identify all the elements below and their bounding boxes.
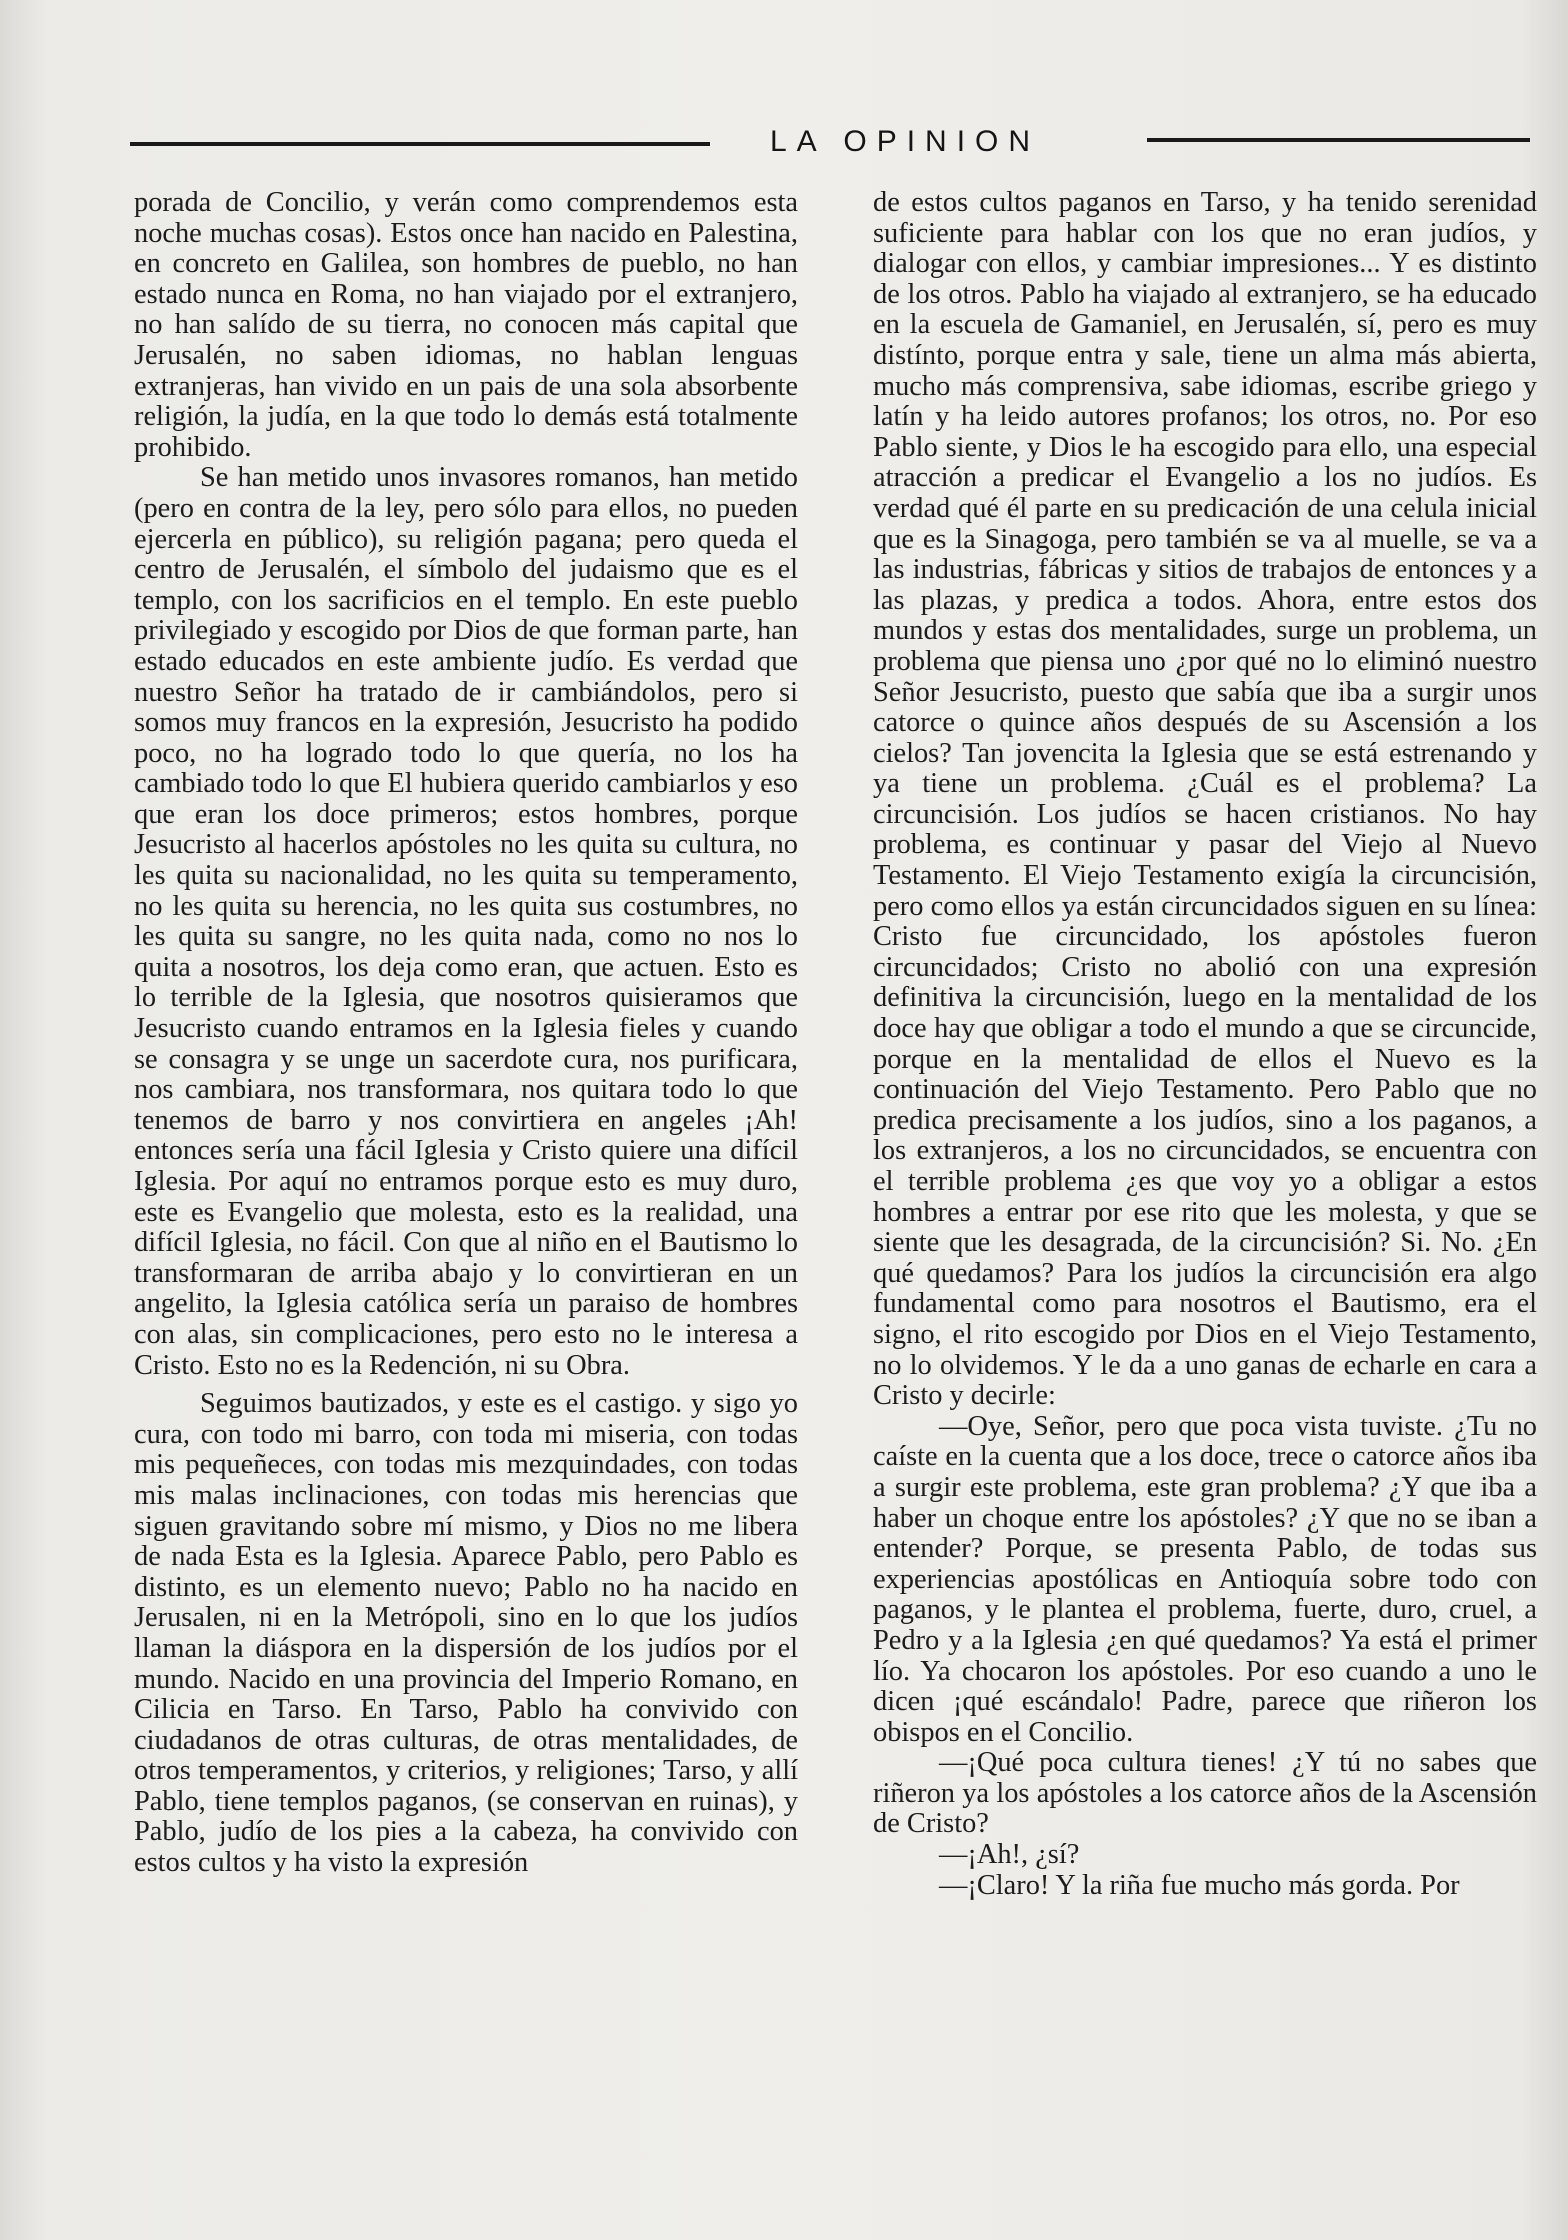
dialogue-paragraph: —¡Qué poca cultura tienes! ¿Y tú no sabes que riñeron ya los apóstoles a los catorce años de la Ascensión de Cristo? (873, 1747, 1537, 1840)
paragraph: porada de Concilio, y verán como comprendemos esta noche muchas cosas). Estos once han nacido en Palestina, en concreto en Galilea, son hombres de pueblo, no han estado nunca en Roma, no han viajado por el extranjero, no han salído de su tierra, no conocen más capital que Jerusalén, no saben idiomas, no hablan lenguas extranjeras, han vivido en un pais de una sola absorbente religión, la judía, en la que todo lo demás está totalmente prohibido. (134, 188, 798, 463)
dialogue-paragraph: —¡Ah!, ¿sí? (939, 1839, 1080, 1871)
dialogue-paragraph: —¡Claro! Y la riña fue mucho más gorda. Por (939, 1869, 1460, 1901)
masthead-title: LA OPINION (770, 125, 1041, 158)
paragraph: Se han metido unos invasores romanos, han metido (pero en contra de la ley, pero sólo para ellos, no pueden ejercerla en público), su religión pagana; pero queda el centro de Jerusalén, el símbolo del judaismo que es el templo, con los sacrificios en el templo. En este pueblo privilegiado y escogido por Dios de que forman parte, han estado educados en este ambiente judío. Es verdad que nuestro Señor ha tratado de ir cambiándolos, pero si somos muy francos en la expresión, Jesucristo ha podido poco, no ha logrado todo lo que quería, no los ha cambiado todo lo que El hubiera querido cambiarlos y eso que eran los doce primeros; estos hombres, porque Jesucristo al hacerlos apóstoles no les quita su cultura, no les quita su nacionalidad, no les quita su temperamento, no les quita su herencia, no les quita sus costumbres, no les quita su sangre, no les quita nada, como no nos lo quita a nosotros, los deja como eran, que actuen. Esto es lo terrible de la Iglesia, que nosotros quisieramos que Jesucristo cuando entramos en la Iglesia fieles y cuando se consagra y se unge un sacerdote cura, nos purificara, nos cambiara, nos transformara, nos quitara todo lo que tenemos de barro y nos convirtiera en angeles ¡Ah! entonces sería una fácil Iglesia y Cristo quiere una difícil Iglesia. Por aquí no entramos porque esto es muy duro, este es Evangelio que molesta, esto es la realidad, una difícil Iglesia, no fácil. Con que al niño en el Bautismo lo transformaran de arriba abajo y lo convirtieran en un angelito, la Iglesia católica sería un paraiso de hombres con alas, sin complicaciones, pero esto no le interesa a Cristo. Esto no es la Redención, ni su Obra. (134, 462, 798, 1381)
right-column (873, 188, 1537, 2088)
header-rule-right (1147, 138, 1530, 142)
dialogue-paragraph: —Oye, Señor, pero que poca vista tuviste. ¿Tu no caíste en la cuenta que a los doce, trece o catorce años iba a surgir este problema, este gran problema? ¿Y que iba a haber un choque entre los apóstoles? ¿Y que no se iban a entender? Porque, se presenta Pablo, de todas sus experiencias apostólicas en Antioquía sobre todo con paganos, y le plantea el problema, fuerte, duro, cruel, a Pedro y a la Iglesia ¿en qué quedamos? Ya está el primer lío. Ya chocaron los apóstoles. Por eso cuando a uno le dicen ¡qué escándalo! Padre, parece que riñeron los obispos en el Concilio. (873, 1410, 1537, 1748)
header-rule-left (130, 142, 710, 146)
page-header (130, 120, 1530, 164)
paragraph: Seguimos bautizados, y este es el castigo. y sigo yo cura, con todo mi barro, con toda mi miseria, con todas mis pequeñeces, con todas mis mezquindades, con todas mis malas inclinaciones, con todas mis herencias que siguen gravitando sobre mí mismo, y Dios no me libera de nada Esta es la Iglesia. Aparece Pablo, pero Pablo es distinto, es un elemento nuevo; Pablo no ha nacido en Jerusalen, ni en la Metrópoli, sino en lo que los judíos llaman la diáspora en la dispersión de los judíos por el mundo. Nacido en una provincia del Imperio Romano, en Cilicia en Tarso. En Tarso, Pablo ha convivido con ciudadanos de otras culturas, de otras mentalidades, de otros temperamentos, y criterios, y religiones; Tarso, y allí Pablo, tiene templos paganos, (se conservan en ruinas), y Pablo, judío de los pies a la cabeza, ha convivido con estos cultos y ha visto la expresión (134, 1388, 798, 1879)
paragraph: de estos cultos paganos en Tarso, y ha tenido serenidad suficiente para hablar con los que no eran judíos, y dialogar con ellos, y cambiar impresiones... Y es distinto de los otros. Pablo ha viajado al extranjero, se ha educado en la escuela de Gamaniel, en Jerusalén, sí, pero es muy distínto, porque entra y sale, tiene un alma más abierta, mucho más comprensiva, sabe idiomas, escribe griego y latín y ha leido autores profanos; los otros, no. Por eso Pablo siente, y Dios le ha escogido para ello, una especial atracción a predicar el Evangelio a los no judíos. Es verdad qué él parte en su predicación de una celula inicial que es la Sinagoga, pero también se va al muelle, se va a las industrias, fábricas y sitios de trabajos de entonces y a las plazas, y predica a todos. Ahora, entre estos dos mundos y estas dos mentalidades, surge un problema, un problema que piensa uno ¿por qué no lo eliminó nuestro Señor Jesucristo, puesto que sabía que iba a surgir unos catorce o quince años después de su Ascensión a los cielos? Tan jovencita la Iglesia que se está estrenando y ya tiene un problema. ¿Cuál es el problema? La circuncisión. Los judíos se hacen cristianos. No hay problema, es continuar y pasar del Viejo al Nuevo Testamento. El Viejo Testamento exigía la circuncisión, pero como ellos ya están circuncidados siguen en su línea: Cristo fue circuncidado, los apóstoles fueron circuncidados; Cristo no abolió con una expresión definitiva la circuncisión, luego en la mentalidad de los doce hay que obligar a todo el mundo a que se circuncide, porque en la mentalidad de ellos el Nuevo es la continuación del Viejo Testamento. Pero Pablo que no predica precisamente a los judíos, sino a los paganos, a los extranjeros, a los no circuncidados, se encuentra con el terrible problema ¿es que voy yo a obligar a estos hombres a entrar por ese rito que les molesta, y que se siente que les desagrada, de la circuncisión? Si. No. ¿En qué quedamos? Para los judíos la circuncisión era algo fundamental como para nosotros el Bautismo, era el signo, el rito escogido por Dios en el Viejo Testamento, no lo olvidemos. Y le da a uno ganas de echarle en cara a Cristo y decirle: (873, 188, 1537, 1412)
left-column (134, 188, 798, 2088)
